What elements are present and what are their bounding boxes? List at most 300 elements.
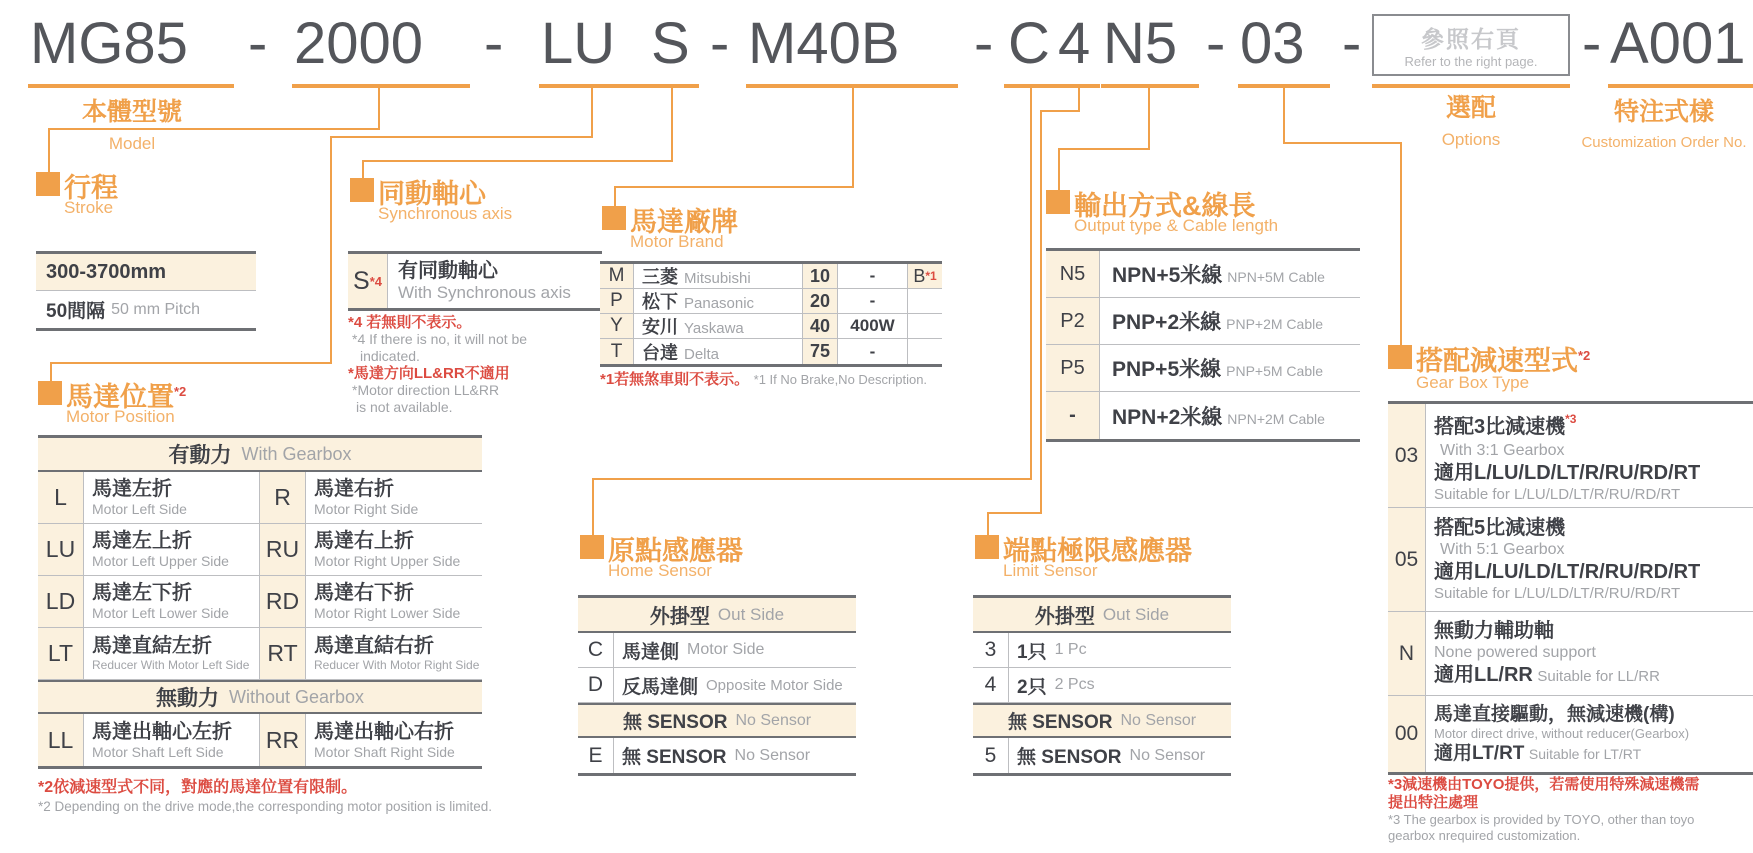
sensor-cjk: 無 SENSOR [1017,747,1122,768]
note-line: *馬達方向LL&RR不適用 [348,365,510,382]
num-cell: 20 [802,289,838,313]
desc-cell [306,472,482,523]
group-header-en: Out Side [1102,604,1170,624]
code-cell: P5 [1046,345,1100,391]
output-en: PNP+2M Cable [1226,316,1324,332]
table-row [1046,251,1360,298]
connector-line [1283,88,1285,142]
group-header-row [38,680,482,714]
table-row [38,576,482,628]
underline-sync [647,84,699,88]
note-gray: gearbox nrequired customization. [1388,828,1581,843]
code-segment-model: MG85 [30,11,188,76]
code-cell: C [578,633,614,667]
connector-line [1058,148,1060,190]
gear-cjk: 適用L/LU/LD/LT/R/RU/RD/RT [1434,561,1701,583]
group-header-row [973,598,1231,633]
group-header-row [578,703,856,738]
desc-cell [306,524,482,575]
note-red: *2依減速型式不同，對應的馬達位置有限制。 [38,779,358,796]
code-cell: RU [260,524,306,575]
stroke-title: 行程 [64,173,118,203]
motor-position-title-text: 馬達位置 [66,382,174,412]
sync-code-sup: *4 [369,273,382,289]
pos-en: Motor Left Upper Side [92,553,229,569]
connector-line [1148,88,1150,148]
underline-motor-position [539,84,647,88]
output-title: 輸出方式&線長 [1074,191,1256,221]
sync-table [348,251,602,311]
pos-cjk: 馬達右下折 [314,582,414,604]
pos-cjk: 馬達出軸心左折 [92,720,232,743]
pos-cjk: 馬達直結右折 [314,635,434,657]
brand-en: Mitsubishi [684,270,751,287]
connector-line [1078,88,1080,110]
connector-line [362,160,364,178]
desc-cell [84,472,260,523]
desc-cell [84,576,260,627]
note-red: *1若無煞車則不表示。 [600,371,750,388]
sensor-en: Opposite Motor Side [706,676,843,694]
code-segment-output: N5 [1103,11,1178,76]
pos-en: Motor Right Upper Side [314,553,461,569]
note-line: *Motor direction LL&RR [352,382,500,398]
table-row [348,254,602,308]
options-label-cjk: 選配 [1445,94,1496,122]
group-header-en: No Sensor [735,711,812,729]
group-header-cjk: 無 SENSOR [622,712,728,733]
group-header-cjk: 外掛型 [1034,606,1095,628]
code-cell: N5 [1046,251,1100,297]
note-line: *4 若無則不表示。 [348,314,472,331]
brand-cjk: 安川 [642,317,678,337]
sync-subtitle: Synchronous axis [378,204,513,223]
desc-cell [306,628,482,679]
connector-line [1058,148,1150,150]
sensor-en: No Sensor [734,746,811,764]
gear-cjk: 適用L/LU/LD/LT/R/RU/RD/RT [1434,462,1701,484]
motor-position-subtitle: Motor Position [66,407,175,426]
gearbox-title-sup: *2 [1578,348,1591,363]
connector-line [614,186,616,206]
code-dash: - [710,11,730,76]
code-segment-motor-brand: M40B [748,11,900,76]
gear-en: Suitable for L/LU/LD/LT/R/RU/RD/RT [1434,486,1681,503]
desc-cell [1426,404,1753,507]
desc-cell [84,628,260,679]
code-cell: N [1388,612,1426,695]
table-row [1046,298,1360,345]
brake-cell [908,264,942,288]
gearbox-note [1388,776,1748,844]
motor-brand-note [600,368,927,389]
note-gray: *3 The gearbox is provided by TOYO, other than toyo [1388,812,1695,827]
code-segment-motor-position: LU [541,11,616,76]
gear-en: Suitable for L/LU/LD/LT/R/RU/RD/RT [1434,585,1681,602]
num-cell: 40 [802,314,838,338]
pos-cjk: 馬達左上折 [92,530,192,552]
note-red: 提出特注處理 [1388,794,1479,811]
desc-cell [1100,306,1323,336]
table-row [600,339,942,364]
pos-en: Motor Left Side [92,501,187,517]
table-row [38,472,482,524]
home-sensor-table [578,595,856,776]
code-segment-limit-sensor: 4 [1058,11,1091,76]
gear-cjk: 搭配3比減速機 [1434,416,1566,438]
output-en: NPN+5M Cable [1227,269,1325,285]
table-row [578,668,856,703]
pos-en: Reducer With Motor Right Side [314,658,480,672]
connector-line [852,88,854,186]
group-header-cjk: 無動力 [155,687,219,710]
watt-value: - [869,291,876,310]
code-segment-gearbox: 03 [1240,11,1305,76]
code-dash: - [1342,11,1362,76]
connector-line [614,186,854,188]
code-cell: 3 [973,633,1009,667]
sensor-cjk: 馬達側 [622,641,680,663]
sync-notes [348,314,527,416]
table-row [578,738,856,773]
table-row [600,314,942,339]
stroke-range: 300-3700mm [46,260,167,283]
options-reference-box [1372,14,1570,76]
note-line: *4 If there is no, it will not be [352,331,528,347]
code-cell: 4 [973,668,1009,702]
gear-en: Suitable for LT/RT [1528,745,1642,762]
group-header-cjk: 無 SENSOR [1007,712,1113,733]
connector-line [50,362,52,383]
gear-en: None powered support [1434,643,1596,661]
underline-output [1101,84,1199,88]
section-bullet-icon [1388,345,1412,369]
code-dash: - [974,11,994,76]
code-cell: E [578,738,614,773]
code-cell: 5 [973,738,1009,773]
group-header-row [973,703,1231,738]
model-label [30,92,234,154]
code-cell: P [600,289,634,313]
section-bullet-icon [975,535,999,559]
desc-cell [84,524,260,575]
brand-cjk: 三菱 [642,267,678,287]
code-cell: D [578,668,614,702]
connector-line [1030,88,1032,478]
brand-en: Panasonic [684,295,755,312]
gearbox-subtitle: Gear Box Type [1416,373,1530,392]
pos-en: Motor Left Lower Side [92,605,229,621]
brand-cell [634,339,802,365]
table-row [1388,508,1753,612]
sync-desc-cjk: 有同動軸心 [398,260,498,282]
sync-title: 同動軸心 [378,179,486,209]
table-row [1388,404,1753,508]
desc-cell [1100,259,1325,289]
gear-cjk: 馬達直接驅動，無減速機(構) [1434,703,1675,725]
watt-cell [838,339,908,364]
sensor-en: Motor Side [687,641,765,658]
code-cell: R [260,472,306,523]
code-cell: LU [38,524,84,575]
gear-cjk: 搭配5比減速機 [1434,517,1566,539]
underline-model [28,84,234,88]
motor-brand-title: 馬達廠牌 [630,207,738,237]
brake-value: B [913,265,926,286]
code-segment-home-sensor: C [1008,11,1050,76]
table-row [38,628,482,680]
num-cell: 75 [802,339,838,364]
brand-cjk: 松下 [642,292,678,312]
connector-line [592,478,1032,480]
home-sensor-subtitle: Home Sensor [608,561,712,580]
group-header-en: Out Side [717,604,785,624]
table-row [600,289,942,314]
pos-en: Motor Right Lower Side [314,605,461,621]
table-row [1388,696,1753,772]
limit-sensor-subtitle: Limit Sensor [1003,561,1098,580]
code-cell: P2 [1046,298,1100,344]
output-cjk: PNP+2米線 [1112,311,1222,334]
brand-cjk: 台達 [642,342,678,363]
section-bullet-icon [38,381,62,405]
table-row [38,714,482,766]
code-cell: L [38,472,84,523]
table-row [600,264,942,289]
desc-cell [306,714,482,766]
brand-cell [634,313,802,339]
pos-cjk: 馬達出軸心右折 [314,720,454,743]
section-bullet-icon [350,178,374,202]
table-row [1046,392,1360,439]
sensor-en: No Sensor [1129,746,1206,764]
underline-home-sensor [1004,84,1054,88]
group-header-cjk: 有動力 [168,444,232,467]
motor-position-title-sup: *2 [174,384,187,399]
code-segment-custom-order: A001 [1610,11,1746,76]
sensor-cjk: 反馬達側 [622,676,699,698]
pos-cjk: 馬達右折 [314,478,394,500]
table-row [1388,612,1753,696]
custom-order-label-en: Customization Order No. [1581,134,1747,151]
connector-line [1040,110,1042,512]
stroke-pitch-cjk: 50間隔 [46,301,106,322]
output-subtitle: Output type & Cable length [1074,216,1279,235]
sensor-cjk: 2只 [1017,676,1047,698]
desc-cell [1426,508,1753,611]
underline-limit-sensor [1054,84,1100,88]
watt-value: - [869,266,876,285]
gear-en: Motor direct drive, without reducer(Gearbox) [1434,725,1690,741]
table-row [973,738,1231,773]
connector-line [671,88,673,160]
desc-cell [1426,612,1753,695]
connector-line [1400,142,1402,345]
pos-cjk: 馬達左折 [92,478,172,500]
brand-cell [634,263,802,289]
stroke-table [36,251,256,331]
pos-cjk: 馬達左下折 [92,582,192,604]
output-cjk: NPN+5米線 [1112,264,1223,287]
sensor-cjk: 1只 [1017,641,1047,663]
desc-cell [388,254,571,308]
pos-cjk: 馬達右上折 [314,530,414,552]
brand-en: Yaskawa [684,320,744,337]
connector-line [50,362,332,364]
code-cell: LL [38,714,84,766]
limit-sensor-title: 端點極限感應器 [1003,536,1192,566]
desc-cell [306,576,482,627]
watt-cell [838,289,908,313]
pos-en: Motor Shaft Right Side [314,743,455,760]
code-cell: 03 [1388,404,1426,507]
output-cjk: NPN+2米線 [1112,405,1223,429]
options-label [1372,88,1570,150]
watt-value: 400W [850,316,895,335]
note-line: is not available. [356,399,453,415]
group-header-en: Without Gearbox [228,686,365,707]
group-header-row [578,598,856,633]
section-bullet-icon [36,172,60,196]
gear-cjk: 適用LT/RT [1434,742,1525,764]
connector-line [330,136,593,138]
desc-cell [1426,696,1753,772]
custom-order-label [1575,92,1753,151]
options-box-en: Refer to the right page. [1404,54,1538,69]
connector-line [362,160,673,162]
pos-en: Motor Right Side [314,501,419,517]
connector-line [1283,142,1402,144]
sensor-en: 2 Pcs [1054,676,1095,693]
gear-sup: *3 [1565,412,1577,426]
note-red: *3減速機由TOYO提供，若需使用特殊減速機需 [1388,776,1700,793]
connector-line [378,88,380,128]
group-header-cjk: 外掛型 [649,606,710,628]
pos-en: Reducer With Motor Left Side [92,658,250,672]
connector-line [592,478,594,535]
code-dash: - [484,11,504,76]
watt-cell [838,264,908,288]
table-row [578,633,856,668]
underline-stroke [292,84,470,88]
stroke-subtitle: Stroke [64,198,114,217]
group-header-row [38,438,482,472]
model-label-cjk: 本體型號 [81,98,182,126]
gearbox-title-text: 搭配減速型式 [1416,346,1578,376]
table-row [36,254,256,291]
sync-desc-en: With Synchronous axis [398,283,571,302]
connector-line [591,88,593,136]
gear-cjk: 無動力輔助軸 [1434,619,1554,642]
brand-en: Delta [684,345,720,363]
section-bullet-icon [602,206,626,230]
gearbox-table [1388,401,1753,775]
desc-cell [84,714,260,766]
num-cell: 10 [802,264,838,288]
output-en: PNP+5M Cable [1226,363,1324,379]
group-header-en: No Sensor [1120,711,1197,729]
note-gray: *1 If No Brake,No Description. [753,372,928,387]
code-cell [348,254,388,308]
gear-en: With 5:1 Gearbox [1440,541,1565,558]
code-cell: 00 [1388,696,1426,772]
desc-cell [1100,353,1323,383]
stroke-pitch-en: 50 mm Pitch [111,300,201,318]
section-bullet-icon [1046,190,1070,214]
brake-sup: *1 [925,269,937,283]
table-row [973,668,1231,703]
code-cell: RT [260,628,306,679]
code-cell: - [1046,392,1100,439]
watt-cell [838,314,908,338]
connector-line [48,128,380,130]
code-segment-sync-axis: S [651,11,690,76]
code-cell: Y [600,314,634,338]
table-row [973,633,1231,668]
connector-line [1040,110,1080,112]
sync-code: S [353,266,370,295]
connector-line [330,136,332,362]
code-dash: - [1582,11,1602,76]
brand-cell [634,288,802,314]
motor-brand-table [600,261,942,367]
desc-cell [1100,401,1325,431]
connector-line [987,512,989,535]
pos-cjk: 馬達直結左折 [92,635,212,657]
motor-position-table [38,435,482,769]
watt-value: - [869,341,876,361]
table-row [38,524,482,576]
options-label-en: Options [1441,130,1501,149]
code-cell: T [600,339,634,364]
gear-en: With 3:1 Gearbox [1440,442,1565,459]
code-segment-stroke: 2000 [294,11,424,76]
table-row [36,291,256,328]
pos-en: Motor Shaft Left Side [92,743,224,760]
code-cell: RR [260,714,306,766]
connector-line [48,128,50,172]
limit-sensor-table [973,595,1231,776]
home-sensor-title: 原點感應器 [608,536,743,566]
custom-order-label-cjk: 特注式樣 [1613,98,1714,126]
gear-en: Suitable for LL/RR [1537,667,1660,685]
code-cell: RD [260,576,306,627]
note-line: indicated. [360,348,420,364]
output-cjk: PNP+5米線 [1112,358,1222,381]
code-cell: 05 [1388,508,1426,611]
options-box-cjk: 參照右頁 [1421,26,1521,52]
note-gray: *2 Depending on the drive mode,the corresponding motor position is limited. [38,799,493,814]
code-dash: - [1206,11,1226,76]
code-dash: - [248,11,268,76]
sensor-cjk: 無 SENSOR [622,747,727,768]
code-cell: LT [38,628,84,679]
code-cell: M [600,264,634,288]
connector-line [987,512,1042,514]
output-table [1046,248,1360,442]
gear-cjk: 適用LL/RR [1434,663,1533,686]
underline-custom-order [1608,84,1753,88]
model-label-en: Model [108,134,156,153]
motor-position-note [38,774,492,814]
group-header-en: With Gearbox [241,443,352,464]
table-row [1046,345,1360,392]
motor-brand-subtitle: Motor Brand [630,232,724,251]
code-cell: LD [38,576,84,627]
section-bullet-icon [580,535,604,559]
output-en: NPN+2M Cable [1227,410,1325,427]
sensor-en: 1 Pc [1054,641,1087,658]
